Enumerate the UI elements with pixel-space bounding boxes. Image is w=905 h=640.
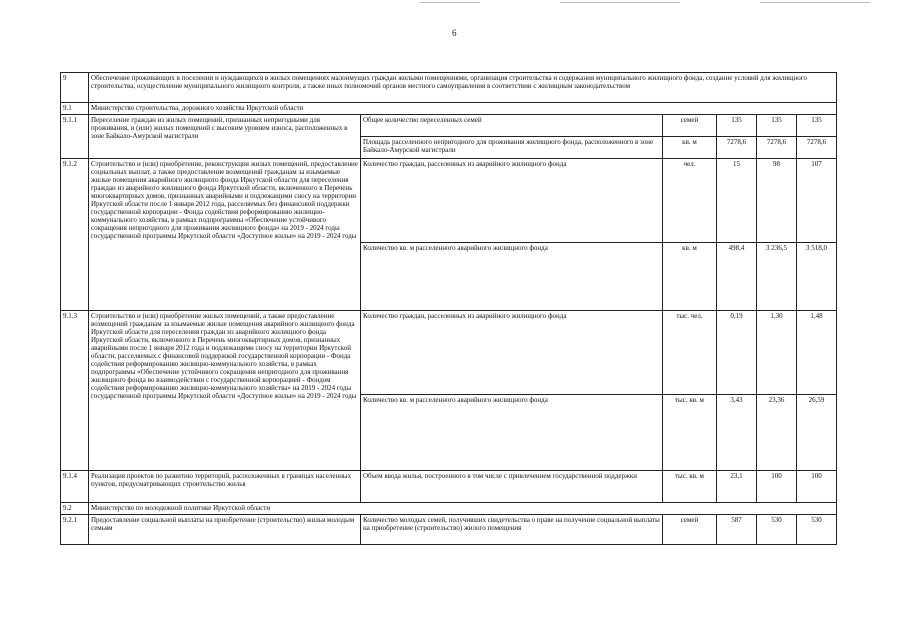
table-row <box>61 73 837 103</box>
table-row <box>61 103 837 115</box>
indicator-unit: тыс. чел. <box>663 311 717 395</box>
indicator-name: Количество граждан, расселенных из аварийного жилищного фонда <box>361 311 663 395</box>
indicator-unit: кв. м <box>663 137 717 159</box>
indicator-name: Количество граждан, расселенных из аварийного жилищного фонда <box>361 159 663 243</box>
value-cell: 15 <box>717 159 757 243</box>
value-cell: 98 <box>757 159 797 243</box>
measure-text: Строительство и (или) приобретение, реконструкция жилых помещений, предоставление социальных выплат, а также предоставление возмещений гражданам за изымаемые жилые помещения аварийного жилищного фонда Иркутской области для переселения граждан из аварийного жилищного фонда Иркутской области, включенного в Перечень многоквартирных домов, признанных аварийными и подлежащими сносу на территории Иркутской области после 1 января 2012 года, расселяемых без финансовой поддержки государственной корпорации - Фонда содействия реформированию жилищно-коммунального хозяйства, в рамках подпрограммы «Обеспечение устойчивого сокращения непригодного для проживания жилищного фонда» на 2019 - 2024 годы государственной программы Иркутской области «Доступное жилье» на 2019 - 2024 годы <box>89 159 361 311</box>
measure-text: Переселение граждан из жилых помещений, признанных непригодными для проживания, и (или) жилых помещений с высоким уровнем износа, расположенных в зоне Байкало-Амурской магистрали <box>89 115 361 159</box>
value-cell: 26,59 <box>797 395 837 471</box>
value-cell: 498,4 <box>717 243 757 311</box>
indicator-unit: семей <box>663 515 717 545</box>
table-row <box>61 503 837 515</box>
indicator-name: Объем ввода жилья, построенного в том числе с привлечением государственной поддержки <box>361 471 663 503</box>
indicator-unit: тыс. кв. м <box>663 395 717 471</box>
value-cell: 23,1 <box>717 471 757 503</box>
value-cell: 530 <box>757 515 797 545</box>
value-cell: 0,19 <box>717 311 757 395</box>
indicator-name: Количество молодых семей, получивших свидетельства о праве на получение социальной выплаты на приобретение (строительство) жилого помещения <box>361 515 663 545</box>
indicators-table <box>60 72 837 545</box>
table-row <box>61 115 837 137</box>
value-cell: 3 518,0 <box>797 243 837 311</box>
measure-text: Предоставление социальной выплаты на приобретение (строительство) жилья молодым семьям <box>89 515 361 545</box>
indicator-unit: семей <box>663 115 717 137</box>
value-cell: 7278,6 <box>757 137 797 159</box>
value-cell: 135 <box>717 115 757 137</box>
indicator-name: Общее количество переселенных семей <box>361 115 663 137</box>
scan-edge-mark <box>420 2 480 3</box>
table-row <box>61 159 837 243</box>
value-cell: 135 <box>757 115 797 137</box>
value-cell: 23,36 <box>757 395 797 471</box>
table-row <box>61 515 837 545</box>
value-cell: 530 <box>797 515 837 545</box>
ministry-title: Министерство по молодежной политике Иркутской области <box>89 503 837 515</box>
value-cell: 100 <box>757 471 797 503</box>
value-cell: 587 <box>717 515 757 545</box>
value-cell: 135 <box>797 115 837 137</box>
row-number: 9.1.4 <box>61 471 89 503</box>
scan-edge-mark <box>560 2 680 3</box>
row-number: 9.2 <box>61 503 89 515</box>
section-title: Обеспечение проживающих в поселении и нуждающихся в жилых помещениях малоимущих граждан жилыми помещениями, организация строительства и содержания муниципального жилищного фонда, создание условий для жилищного строительства, осуществление муниципального жилищного контроля, а также иных полномочий органов местного самоуправления в соответствии с жилищным законодательством <box>89 73 837 103</box>
value-cell: 1,48 <box>797 311 837 395</box>
page-number: 6 <box>452 28 457 38</box>
indicator-name: Количество кв. м расселенного аварийного жилищного фонда <box>361 395 663 471</box>
row-number: 9.2.1 <box>61 515 89 545</box>
value-cell: 107 <box>797 159 837 243</box>
measure-text: Реализация проектов по развитию территорий, расположенных в границах населенных пунктов, предусматривающих строительство жилья <box>89 471 361 503</box>
table-row <box>61 311 837 395</box>
scan-edge-mark <box>760 2 870 3</box>
row-number: 9 <box>61 73 89 103</box>
row-number: 9.1 <box>61 103 89 115</box>
table-row <box>61 471 837 503</box>
indicator-unit: тыс. кв. м <box>663 471 717 503</box>
indicator-unit: чел. <box>663 159 717 243</box>
indicator-name: Площадь расселенного непригодного для проживания жилищного фонда, расположенного в зоне Байкало-Амурской магистрали <box>361 137 663 159</box>
value-cell: 100 <box>797 471 837 503</box>
value-cell: 7278,6 <box>797 137 837 159</box>
ministry-title: Министерство строительства, дорожного хозяйства Иркутской области <box>89 103 837 115</box>
value-cell: 3,43 <box>717 395 757 471</box>
indicator-name: Количество кв. м расселенного аварийного жилищного фонда <box>361 243 663 311</box>
measure-text: Строительство и (или) приобретение жилых помещений, а также предоставление возмещений гражданам за изымаемые жилые помещения аварийного жилищного фонда Иркутской области для переселения граждан из аварийного жилищного фонда Иркутской области, включенного в Перечень многоквартирных домов, признанных аварийными после 1 января 2012 года и подлежащими сносу на территории Иркутской области, расселяемых с финансовой поддержкой государственной корпорации - Фонда содействия реформированию жилищно-коммунального хозяйства, в рамках подпрограммы «Обеспечение устойчивого сокращения непригодного для проживания жилищного фонда во взаимодействии с государственной корпорацией - Фондом содействия реформированию жилищно-коммунального хозяйства» на 2019 - 2024 годы государственной программы Иркутской области «Доступное жилье» на 2019 - 2024 годы <box>89 311 361 471</box>
value-cell: 7278,6 <box>717 137 757 159</box>
value-cell: 3 236,5 <box>757 243 797 311</box>
row-number: 9.1.1 <box>61 115 89 159</box>
value-cell: 1,30 <box>757 311 797 395</box>
indicator-unit: кв. м <box>663 243 717 311</box>
row-number: 9.1.3 <box>61 311 89 471</box>
row-number: 9.1.2 <box>61 159 89 311</box>
